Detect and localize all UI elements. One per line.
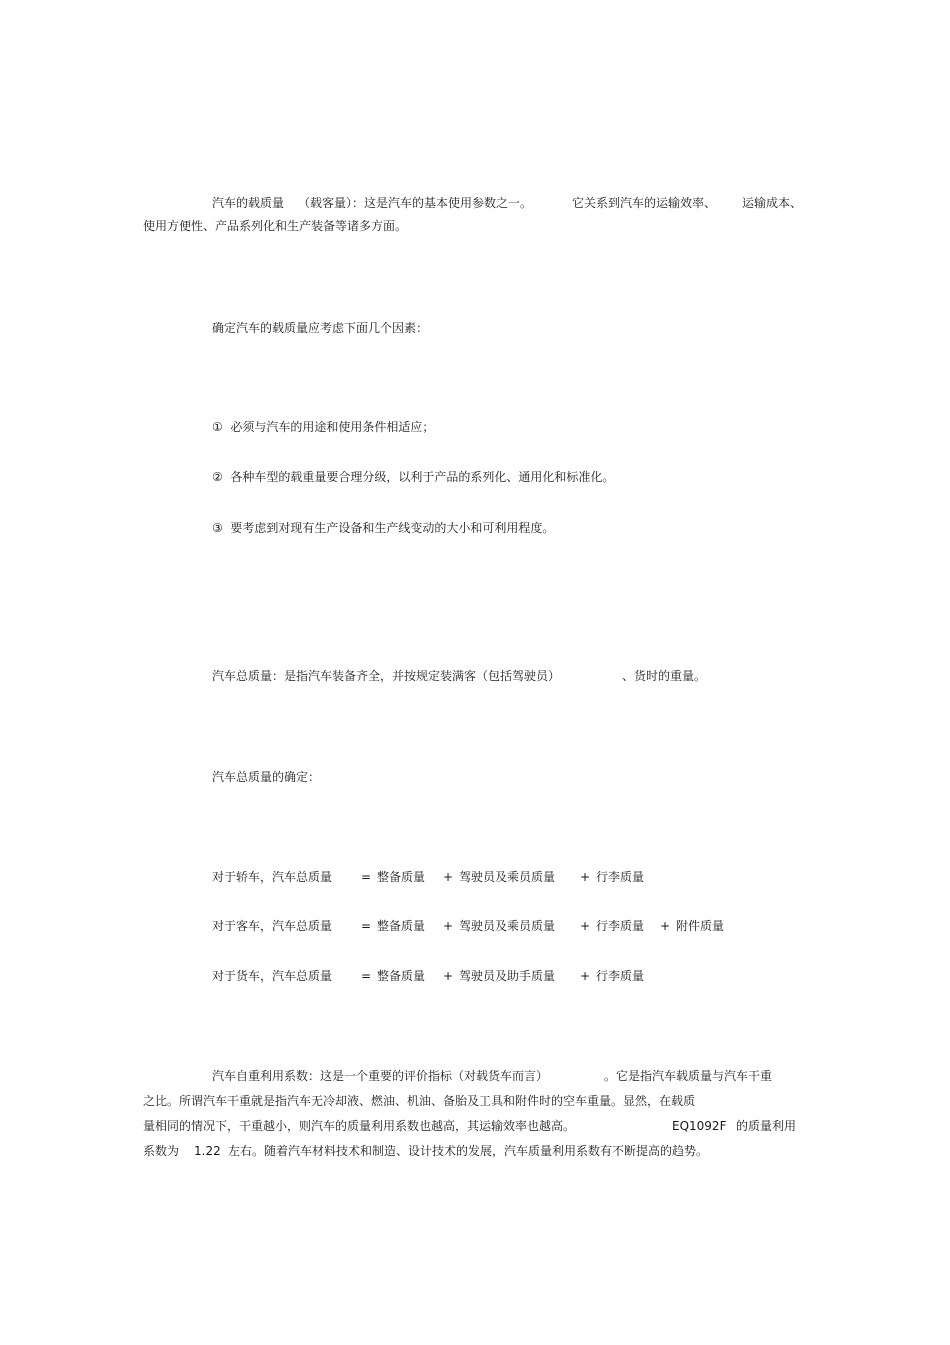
coefficient-value: 1.22 xyxy=(194,1144,221,1158)
utilization-line-4 xyxy=(0,1143,950,1159)
vehicle-model: EQ1092F xyxy=(672,1119,727,1133)
formula-term: 驾驶员及助手质量 xyxy=(459,969,556,983)
utilization-conclusion: 左右。随着汽车材料技术和制造、设计技术的发展，汽车质量利用系数有不断提高的趋势。 xyxy=(228,1144,709,1158)
formula-term: 整备质量 xyxy=(377,919,426,933)
factor-item-2: ② 各种车型的载重量要合理分级，以利于产品的系列化、通用化和标准化。 xyxy=(212,470,615,484)
utilization-text: 量相同的情况下，干重越小，则汽车的质量利用系数也越高，其运输效率也越高。 xyxy=(143,1119,576,1133)
formula-lhs: 对于轿车，汽车总质量 xyxy=(212,870,333,884)
payload-relation: 它关系到汽车的运输效率、 xyxy=(572,196,717,210)
gross-mass-definition-tail: 、货时的重量。 xyxy=(622,669,707,683)
equals-sign: = xyxy=(361,870,372,884)
payload-definition: （载客量）：这是汽车的基本使用参数之一。 xyxy=(298,196,533,210)
factor-item-1: ① 必须与汽车的用途和使用条件相适应； xyxy=(212,420,435,434)
gross-mass-determination-heading: 汽车总质量的确定： xyxy=(212,770,321,784)
plus-sign: + xyxy=(580,870,591,884)
formula-term: 行李质量 xyxy=(596,919,645,933)
utilization-text-tail: 的质量利用 xyxy=(736,1119,797,1133)
plus-sign: + xyxy=(443,969,454,983)
formula-truck xyxy=(0,968,950,984)
coefficient-label: 系数为 xyxy=(143,1144,180,1158)
formula-term: 驾驶员及乘员质量 xyxy=(459,870,556,884)
utilization-definition: 汽车自重利用系数：这是一个重要的评价指标（对载货车而言） xyxy=(212,1069,549,1083)
formula-car xyxy=(0,869,950,885)
plus-sign: + xyxy=(580,969,591,983)
equals-sign: = xyxy=(361,969,372,983)
formula-term: 整备质量 xyxy=(377,870,426,884)
equals-sign: = xyxy=(361,919,372,933)
utilization-line-1 xyxy=(0,1068,950,1084)
formula-term: 行李质量 xyxy=(596,969,645,983)
formula-term: 附件质量 xyxy=(676,919,725,933)
paragraph-payload-line-2: 使用方便性、产品系列化和生产装备等诸多方面。 xyxy=(143,219,408,233)
factor-item-3: ③ 要考虑到对现有生产设备和生产线变动的大小和可利用程度。 xyxy=(212,521,555,535)
formula-lhs: 对于货车，汽车总质量 xyxy=(212,969,333,983)
utilization-line-2: 之比。所谓汽车干重就是指汽车无冷却液、燃油、机油、备胎及工具和附件时的空车重量。显然，在载质 xyxy=(143,1094,696,1108)
plus-sign: + xyxy=(443,870,454,884)
formula-bus xyxy=(0,918,950,934)
plus-sign: + xyxy=(443,919,454,933)
formula-term: 驾驶员及乘员质量 xyxy=(459,919,556,933)
plus-sign: + xyxy=(660,919,671,933)
utilization-ratio: 。它是指汽车载质量与汽车干重 xyxy=(604,1069,773,1083)
payload-term: 汽车的载质量 xyxy=(212,196,285,210)
formula-term: 行李质量 xyxy=(596,870,645,884)
utilization-line-3 xyxy=(0,1118,950,1134)
payload-cost: 运输成本、 xyxy=(742,196,803,210)
paragraph-payload-line-1 xyxy=(0,195,950,211)
formula-lhs: 对于客车，汽车总质量 xyxy=(212,919,333,933)
plus-sign: + xyxy=(580,919,591,933)
formula-term: 整备质量 xyxy=(377,969,426,983)
gross-mass-definition xyxy=(0,668,950,684)
factors-intro: 确定汽车的载质量应考虑下面几个因素： xyxy=(212,321,429,335)
gross-mass-definition-main: 汽车总质量：是指汽车装备齐全，并按规定装满客（包括驾驶员） xyxy=(212,669,561,683)
